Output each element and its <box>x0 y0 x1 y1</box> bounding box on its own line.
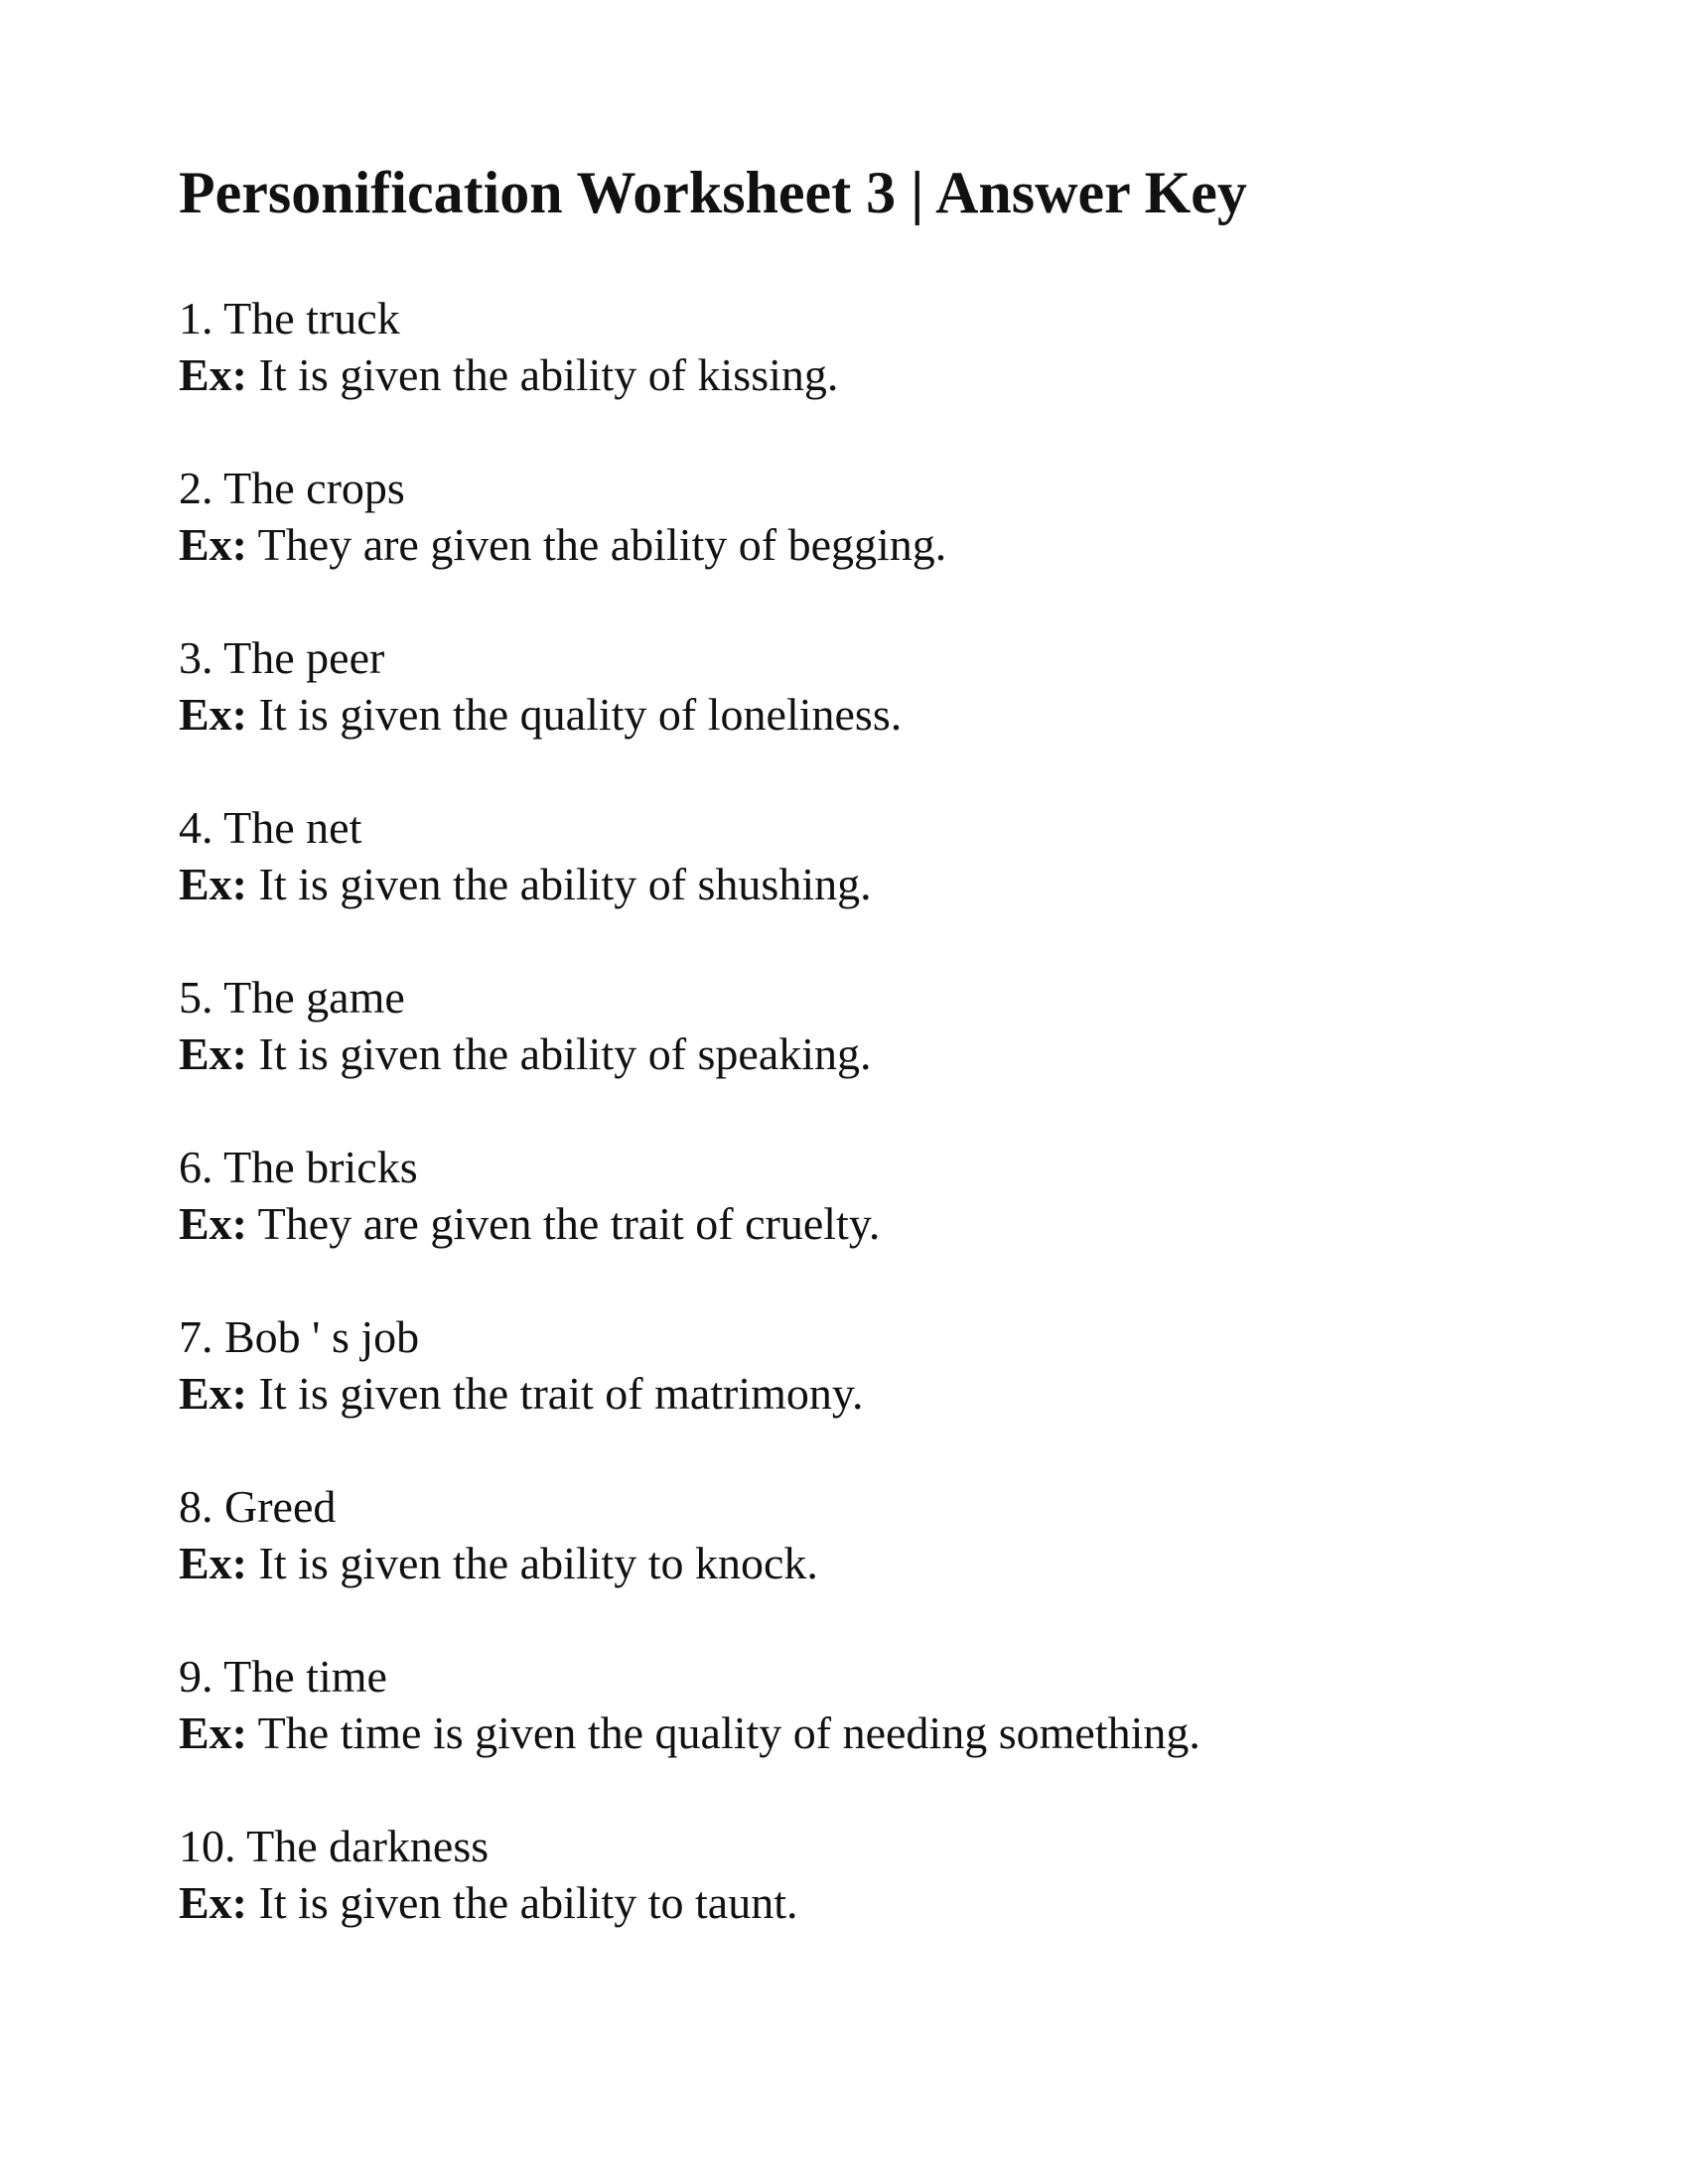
item-explanation-line <box>179 1705 1569 1761</box>
item-explanation: They are given the ability of begging. <box>257 519 947 570</box>
item-explanation: It is given the ability to taunt. <box>258 1877 798 1928</box>
ex-label: Ex: <box>179 1028 247 1079</box>
answer-item <box>179 1139 1569 1308</box>
item-explanation-line <box>179 1195 1569 1252</box>
item-subject: 5. The game <box>179 972 405 1023</box>
item-explanation-line <box>179 516 1569 573</box>
ex-label: Ex: <box>179 689 247 740</box>
answer-item <box>179 1648 1569 1818</box>
item-explanation: It is given the ability of shushing. <box>258 859 872 909</box>
answer-item <box>179 969 1569 1139</box>
item-subject: 2. The crops <box>179 463 405 513</box>
item-explanation-line <box>179 1025 1569 1082</box>
item-subject: 1. The truck <box>179 293 400 343</box>
answer-item <box>179 290 1569 460</box>
answer-item <box>179 629 1569 799</box>
answer-list <box>179 290 1569 1987</box>
answer-item <box>179 460 1569 629</box>
ex-label: Ex: <box>179 859 247 909</box>
item-subject: 10. The darkness <box>179 1821 490 1871</box>
item-subject: 6. The bricks <box>179 1142 418 1192</box>
item-explanation: It is given the quality of loneliness. <box>258 689 903 740</box>
item-explanation: It is given the ability of kissing. <box>258 349 839 400</box>
item-explanation-line <box>179 686 1569 743</box>
ex-label: Ex: <box>179 1707 247 1758</box>
page-title: Personification Worksheet 3 | Answer Key <box>179 160 1247 225</box>
item-subject: 3. The peer <box>179 632 385 683</box>
item-explanation: It is given the trait of matrimony. <box>258 1368 864 1419</box>
item-explanation-line <box>179 1365 1569 1422</box>
item-subject: 8. Greed <box>179 1481 337 1532</box>
ex-label: Ex: <box>179 1198 247 1249</box>
item-subject: 7. Bob ' s job <box>179 1311 420 1362</box>
answer-item <box>179 1818 1569 1987</box>
ex-label: Ex: <box>179 1538 247 1588</box>
item-subject: 4. The net <box>179 802 362 853</box>
ex-label: Ex: <box>179 1877 247 1928</box>
item-explanation: It is given the ability of speaking. <box>258 1028 872 1079</box>
answer-item <box>179 1308 1569 1478</box>
ex-label: Ex: <box>179 1368 247 1419</box>
answer-item <box>179 799 1569 969</box>
item-explanation: They are given the trait of cruelty. <box>257 1198 881 1249</box>
item-explanation-line <box>179 346 1569 403</box>
item-explanation: The time is given the quality of needing something. <box>257 1707 1200 1758</box>
item-explanation-line <box>179 1535 1569 1591</box>
ex-label: Ex: <box>179 519 247 570</box>
ex-label: Ex: <box>179 349 247 400</box>
answer-item <box>179 1478 1569 1648</box>
item-subject: 9. The time <box>179 1651 387 1702</box>
item-explanation-line <box>179 1874 1569 1931</box>
item-explanation-line <box>179 856 1569 912</box>
item-explanation: It is given the ability to knock. <box>258 1538 818 1588</box>
